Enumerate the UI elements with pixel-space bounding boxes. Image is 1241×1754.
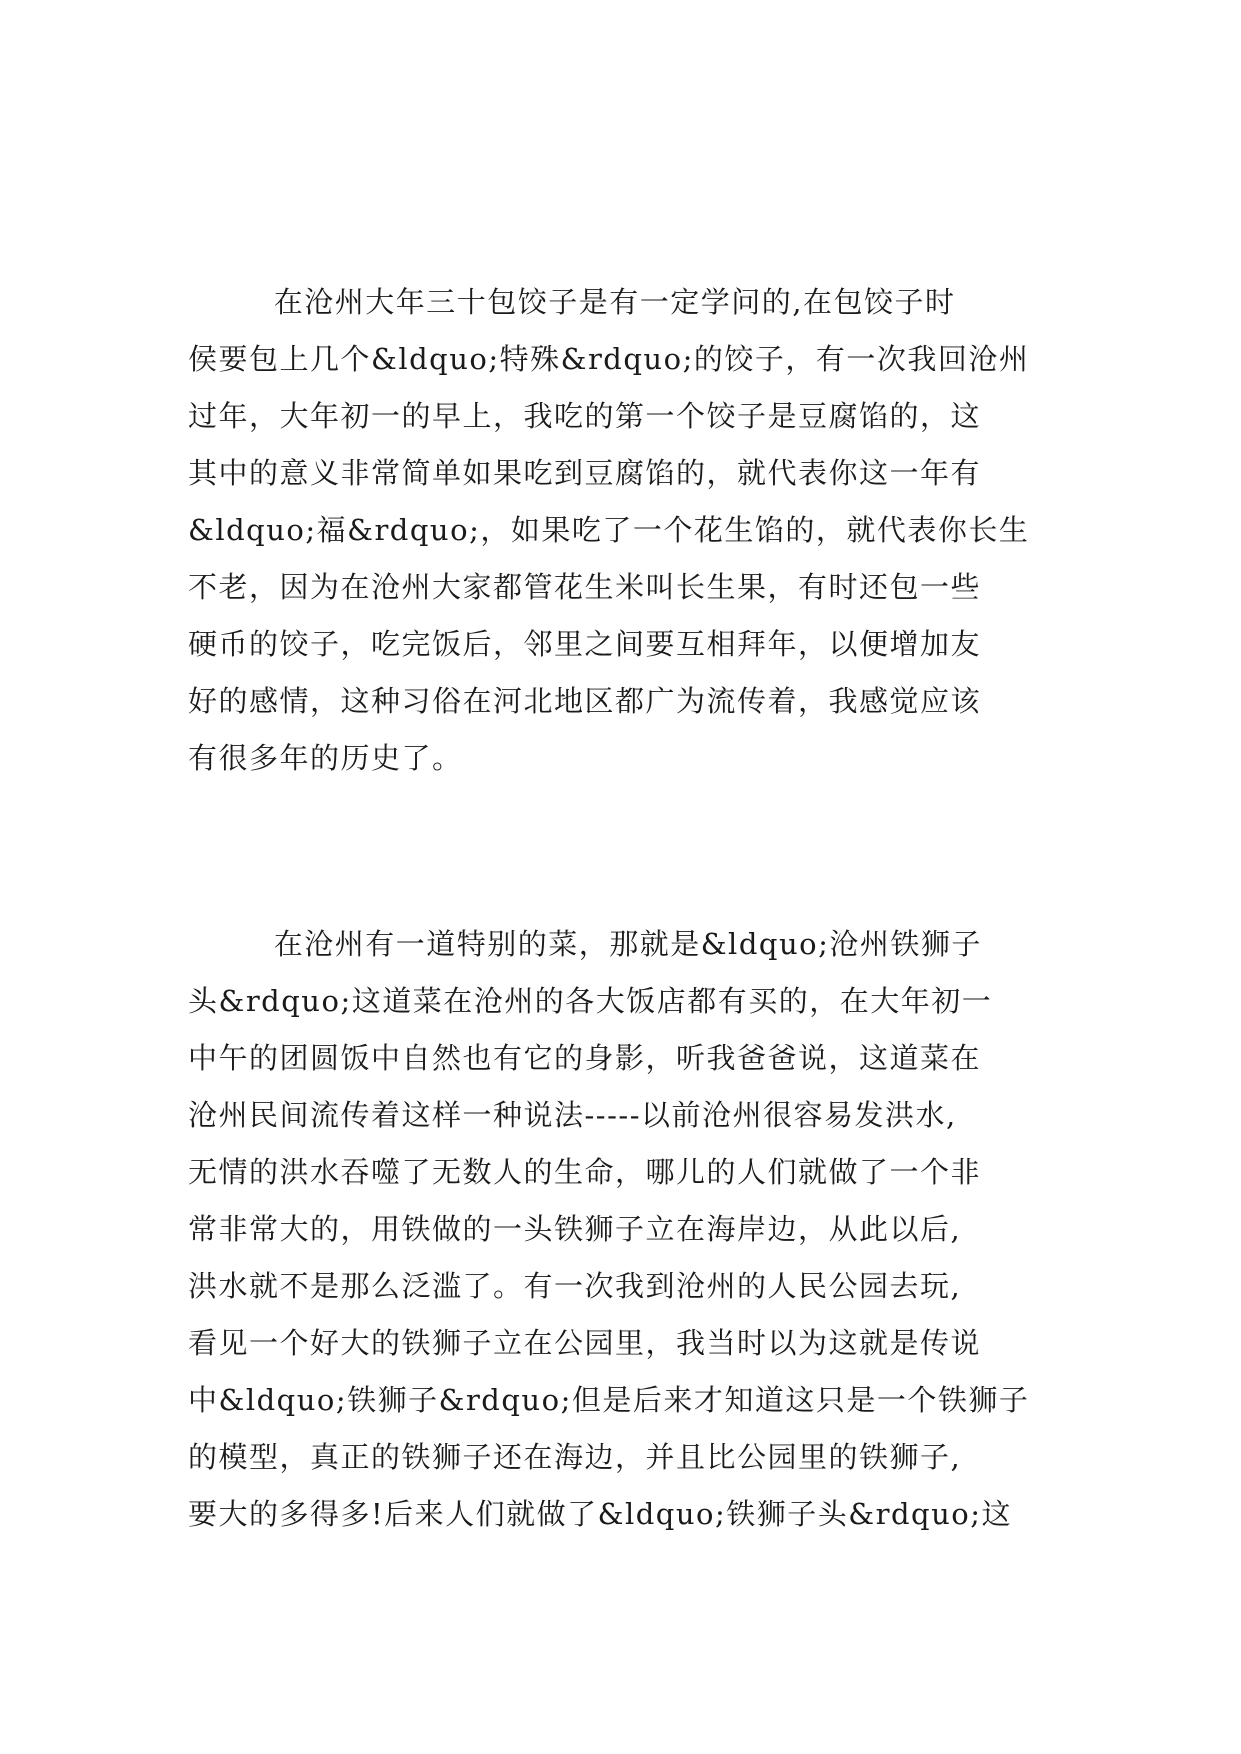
paragraph-line: 头&rdquo;这道菜在沧州的各大饭店都有买的，在大年初一 bbox=[188, 984, 993, 1018]
paragraph-line: 中&ldquo;铁狮子&rdquo;但是后来才知道这只是一个铁狮子 bbox=[188, 1383, 1030, 1417]
paragraph-line: 有很多年的历史了。 bbox=[188, 741, 463, 775]
paragraph-line: 看见一个好大的铁狮子立在公园里，我当时以为这就是传说 bbox=[188, 1326, 982, 1360]
paragraph-line: 好的感情，这种习俗在河北地区都广为流传着，我感觉应该 bbox=[188, 684, 982, 718]
paragraph-dumplings bbox=[188, 274, 1068, 787]
paragraph-line: 侯要包上几个&ldquo;特殊&rdquo;的饺子，有一次我回沧州 bbox=[188, 342, 1030, 376]
paragraph-line: 无情的洪水吞噬了无数人的生命，哪儿的人们就做了一个非 bbox=[188, 1155, 982, 1189]
paragraph-line: &ldquo;福&rdquo;，如果吃了一个花生馅的，就代表你长生 bbox=[188, 513, 1030, 547]
paragraph-line: 硬币的饺子，吃完饭后，邻里之间要互相拜年，以便增加友 bbox=[188, 627, 982, 661]
paragraph-line: 不老，因为在沧州大家都管花生米叫长生果，有时还包一些 bbox=[188, 570, 982, 604]
paragraph-line: 洪水就不是那么泛滥了。有一次我到沧州的人民公园去玩, bbox=[188, 1269, 962, 1303]
paragraph-line: 中午的团圆饭中自然也有它的身影，听我爸爸说，这道菜在 bbox=[188, 1041, 982, 1075]
paragraph-line: 沧州民间流传着这样一种说法-----以前沧州很容易发洪水, bbox=[188, 1098, 957, 1132]
paragraph-line: 常非常大的，用铁做的一头铁狮子立在海岸边，从此以后, bbox=[188, 1212, 962, 1246]
paragraph-iron-lion bbox=[188, 916, 1068, 1543]
paragraph-line: 要大的多得多!后来人们就做了&ldquo;铁狮子头&rdquo;这 bbox=[188, 1497, 1012, 1531]
paragraph-line: 过年，大年初一的早上，我吃的第一个饺子是豆腐馅的，这 bbox=[188, 399, 982, 433]
paragraph-line: 其中的意义非常简单如果吃到豆腐馅的，就代表你这一年有 bbox=[188, 456, 982, 490]
paragraph-line: 在沧州大年三十包饺子是有一定学问的,在包饺子时 bbox=[188, 285, 956, 319]
paragraph-line: 在沧州有一道特别的菜，那就是&ldquo;沧州铁狮子 bbox=[188, 927, 982, 961]
paragraph-line: 的模型，真正的铁狮子还在海边，并且比公园里的铁狮子, bbox=[188, 1440, 962, 1474]
